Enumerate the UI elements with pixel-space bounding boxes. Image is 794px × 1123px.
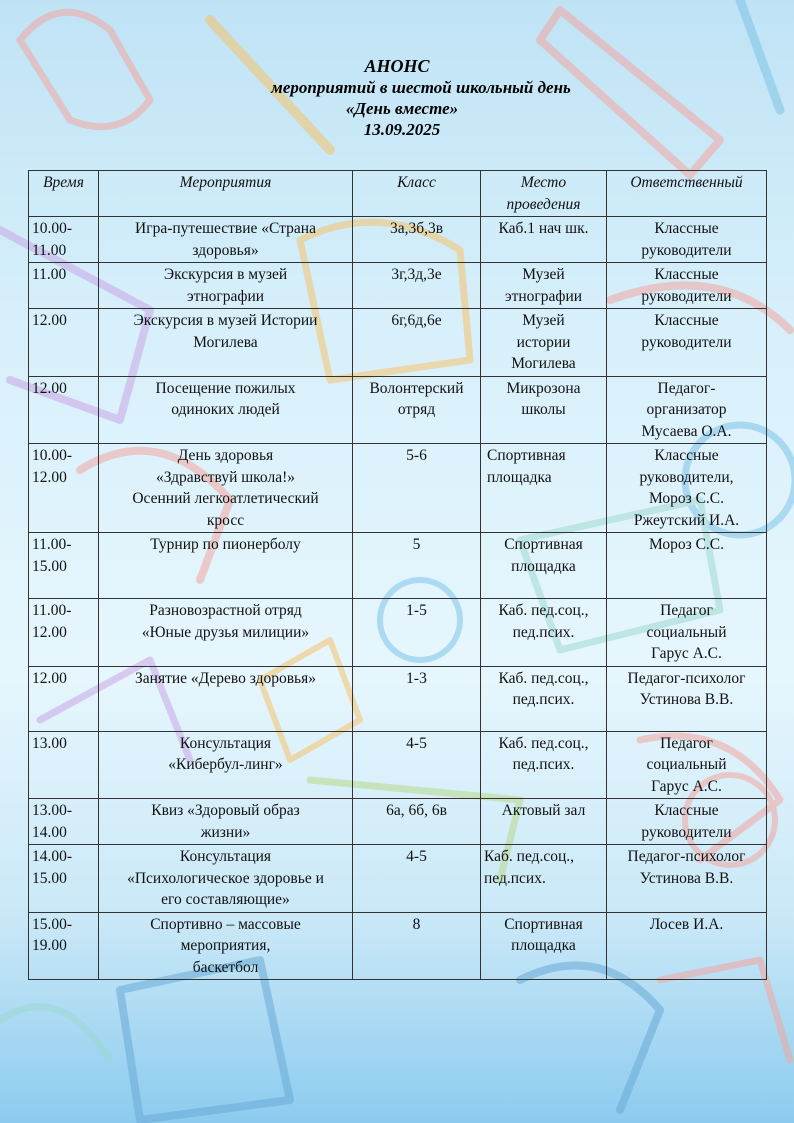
- cell-event: Квиз «Здоровый образ жизни»: [99, 799, 353, 845]
- table-row: [29, 912, 767, 980]
- cell-responsible: Педагог- организатор Мусаева О.А.: [607, 376, 767, 444]
- table-row: [29, 731, 767, 799]
- cell-class: 3г,3д,3е: [353, 263, 481, 309]
- cell-class: 5: [353, 533, 481, 599]
- cell-place: Спортивная площадка: [481, 444, 607, 533]
- announcement-subtitle: мероприятий в шестой школьный день: [271, 78, 571, 97]
- column-header-time: Время: [29, 171, 99, 217]
- cell-responsible: Классные руководители: [607, 263, 767, 309]
- cell-event: Занятие «Дерево здоровья»: [99, 666, 353, 731]
- cell-class: 3а,3б,3в: [353, 217, 481, 263]
- cell-responsible: Педагог социальный Гарус А.С.: [607, 731, 767, 799]
- announcement-title: АНОНС: [364, 56, 430, 76]
- table-row: [29, 666, 767, 731]
- cell-class: 5-6: [353, 444, 481, 533]
- cell-event: День здоровья «Здравствуй школа!» Осенний легкоатлетический кросс: [99, 444, 353, 533]
- table-row: [29, 217, 767, 263]
- cell-responsible: Мороз С.С.: [607, 533, 767, 599]
- cell-event: Консультация «Психологическое здоровье и его составляющие»: [99, 845, 353, 913]
- event-day-name: «День вместе»: [345, 99, 459, 118]
- column-header-responsible: Ответственный: [607, 171, 767, 217]
- cell-time: 14.00- 15.00: [29, 845, 99, 913]
- cell-time: 11.00- 12.00: [29, 599, 99, 667]
- cell-place: Актовый зал: [481, 799, 607, 845]
- cell-time: 10.00- 11.00: [29, 217, 99, 263]
- event-date: 13.09.2025: [363, 120, 441, 139]
- cell-place: Музей истории Могилева: [481, 309, 607, 377]
- cell-class: 1-3: [353, 666, 481, 731]
- cell-event: Посещение пожилых одиноких людей: [99, 376, 353, 444]
- cell-responsible: Педагог-психолог Устинова В.В.: [607, 666, 767, 731]
- cell-time: 13.00- 14.00: [29, 799, 99, 845]
- table-row: [29, 309, 767, 377]
- cell-place: Каб. пед.соц., пед.псих.: [481, 731, 607, 799]
- cell-time: 13.00: [29, 731, 99, 799]
- cell-event: Турнир по пионерболу: [99, 533, 353, 599]
- cell-responsible: Классные руководители: [607, 799, 767, 845]
- cell-responsible: Педагог-психолог Устинова В.В.: [607, 845, 767, 913]
- cell-class: 4-5: [353, 845, 481, 913]
- cell-place: Каб. пед.соц., пед.псих.: [481, 845, 607, 913]
- cell-class: 8: [353, 912, 481, 980]
- cell-class: 6г,6д,6е: [353, 309, 481, 377]
- table-row: [29, 799, 767, 845]
- schedule-table: [28, 170, 767, 980]
- cell-place: Каб.1 нач шк.: [481, 217, 607, 263]
- cell-place: Спортивная площадка: [481, 533, 607, 599]
- cell-place: Каб. пед.соц., пед.псих.: [481, 666, 607, 731]
- column-header-place: Место проведения: [481, 171, 607, 217]
- cell-time: 11.00- 15.00: [29, 533, 99, 599]
- cell-time: 15.00- 19.00: [29, 912, 99, 980]
- cell-responsible: Классные руководители: [607, 309, 767, 377]
- table-row: [29, 263, 767, 309]
- cell-class: 4-5: [353, 731, 481, 799]
- cell-responsible: Классные руководители: [607, 217, 767, 263]
- cell-time: 12.00: [29, 666, 99, 731]
- cell-place: Микрозона школы: [481, 376, 607, 444]
- cell-time: 11.00: [29, 263, 99, 309]
- cell-responsible: Классные руководители, Мороз С.С. Ржеутский И.А.: [607, 444, 767, 533]
- cell-event: Спортивно – массовые мероприятия, баскетбол: [99, 912, 353, 980]
- cell-event: Экскурсия в музей Истории Могилева: [99, 309, 353, 377]
- table-row: [29, 444, 767, 533]
- table-header-row: [29, 171, 767, 217]
- cell-place: Спортивная площадка: [481, 912, 607, 980]
- announcement-header: [0, 56, 794, 140]
- cell-event: Консультация «Кибербул-линг»: [99, 731, 353, 799]
- cell-event: Экскурсия в музей этнографии: [99, 263, 353, 309]
- cell-time: 10.00- 12.00: [29, 444, 99, 533]
- cell-class: 1-5: [353, 599, 481, 667]
- cell-time: 12.00: [29, 309, 99, 377]
- column-header-event: Мероприятия: [99, 171, 353, 217]
- cell-class: Волонтерский отряд: [353, 376, 481, 444]
- column-header-class: Класс: [353, 171, 481, 217]
- table-row: [29, 845, 767, 913]
- cell-place: Каб. пед.соц., пед.псих.: [481, 599, 607, 667]
- table-row: [29, 376, 767, 444]
- cell-event: Разновозрастной отряд «Юные друзья милиции»: [99, 599, 353, 667]
- cell-responsible: Педагог социальный Гарус А.С.: [607, 599, 767, 667]
- cell-time: 12.00: [29, 376, 99, 444]
- cell-class: 6а, 6б, 6в: [353, 799, 481, 845]
- cell-place: Музей этнографии: [481, 263, 607, 309]
- cell-event: Игра-путешествие «Страна здоровья»: [99, 217, 353, 263]
- cell-responsible: Лосев И.А.: [607, 912, 767, 980]
- table-row: [29, 599, 767, 667]
- table-row: [29, 533, 767, 599]
